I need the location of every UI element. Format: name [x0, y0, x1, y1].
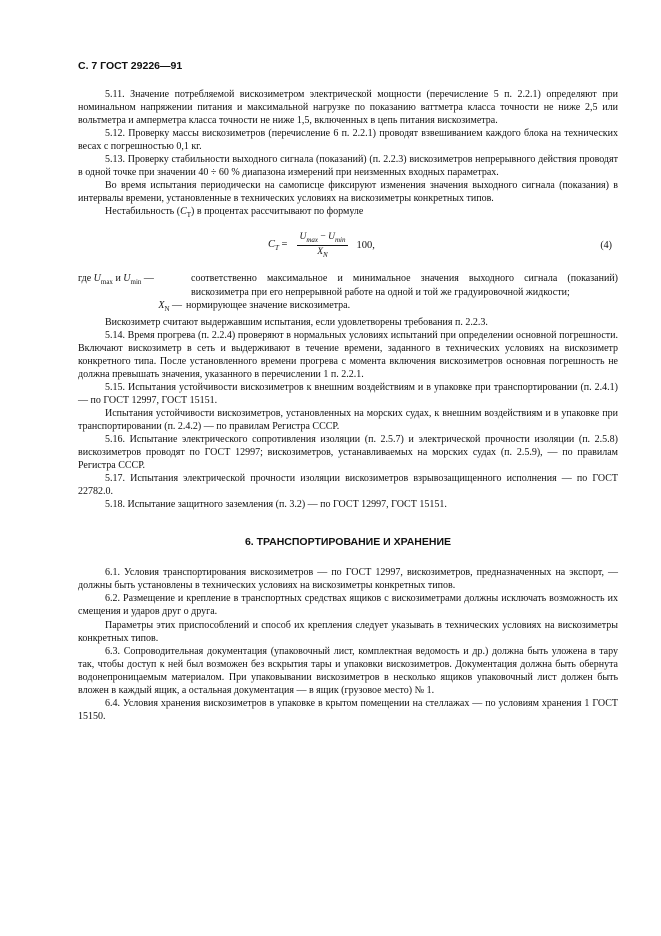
paragraph-5-14: 5.14. Время прогрева (п. 2.2.4) проверяют в нормальных условиях испытаний при определении основной погрешности. Включают вискозиметр в сеть и выдерживают в течение времени, заданного в технических условиях на вискозиметр конкретного типа. После установленного времени прогрева с момента включения вискозиметров основная погрешность не должна превышать значения, указанного в перечислении 1 п. 2.2.1.	[78, 329, 618, 380]
formula-multiplier: 100,	[356, 240, 375, 252]
formula-number: (4)	[600, 240, 612, 252]
where-clause-2	[78, 299, 618, 316]
paragraph-5-11: 5.11. Значение потребляемой вискозиметром электрической мощности (перечисление 5 п. 2.2.1) определяют при номинальном напряжении питания и максимальной нагрузке по показанию ваттметра класса точности не ниже 2,5 или вольтметра и амперметра класса точности не ниже 1,5, включенных в цепь питания вискозиметра.	[78, 89, 618, 127]
formula-fraction	[297, 232, 347, 259]
section-title: 6. ТРАНСПОРТИРОВАНИЕ И ХРАНЕНИЕ	[244, 536, 452, 549]
paragraph-6-3: 6.3. Сопроводительная документация (упаковочный лист, комплектная ведомость и др.) должна быть уложена в тару так, чтобы доступ к ней был возможен без вскрытия тары и упаковки вискозиметров. Документация должна быть обернута водонепроницаемым материалом. При упаковывании вискозиметров в несколько ящиков упаковочный лист должен быть вложен в каждый ящик, а остальная документация — в ящик (грузовое место) № 1.	[78, 645, 618, 696]
paragraph-6-4: 6.4. Условия хранения вискозиметров в упаковке в крытом помещении на стеллажах — по условиям хранения 1 ГОСТ 15150.	[78, 697, 618, 722]
where-lead-2: $X_N$ —	[158, 299, 182, 313]
paragraph-params: Параметры этих приспособлений и способ их крепления следует указывать в технических условиях на вискозиметры конкретных типов.	[78, 619, 618, 644]
paragraph-5-13: 5.13. Проверку стабильности выходного сигнала (показаний) (п. 2.2.3) вискозиметров непрерывного действия проводят в одной точке при значении 40 ÷ 60 % диапазона измерений при неизменных входных параметрах.	[78, 154, 618, 179]
where-description-1: соответственно максимальное и минимальное значения выходного сигнала (показаний) вискозиметра при его непрерывной работе на одной и той же градуировочной жидкости;	[191, 273, 618, 298]
paragraph-passed: Вискозиметр считают выдержавшим испытания, если удовлетворены требования п. 2.2.3.	[105, 316, 488, 328]
formula-lhs: $C_T$ =	[268, 239, 288, 253]
where-clause-1	[78, 272, 618, 298]
paragraph-marine: Испытания устойчивости вискозиметров, установленных на морских судах, к внешним воздействиям и в упаковке при транспортировании (п. 2.4.2) — по правилам Регистра СССР.	[78, 407, 618, 432]
paragraph-6-1: 6.1. Условия транспортирования вискозиметров — по ГОСТ 12997, вискозиметров, предназначенных на экспорт, — должны быть установлены в технических условиях на вискозиметры конкретных типов.	[78, 567, 618, 592]
paragraph-5-17: 5.17. Испытания электрической прочности изоляции вискозиметров взрывозащищенного исполнения — по ГОСТ 22782.0.	[78, 473, 618, 498]
formula-expression	[268, 232, 375, 259]
paragraph-6-2: 6.2. Размещение и крепление в транспортных средствах ящиков с вискозиметрами должны исключать возможность их смещения и ударов друг о друга.	[78, 593, 618, 618]
paragraph-5-18: 5.18. Испытание защитного заземления (п. 3.2) — по ГОСТ 12997, ГОСТ 15151.	[105, 499, 447, 511]
formula-denominator: $X_N$	[317, 247, 328, 260]
formula-intro: Нестабильность $(C_T)$ в процентах рассчитывают по формуле	[105, 206, 364, 220]
page-header: С. 7 ГОСТ 29226—91	[78, 60, 183, 72]
paragraph-5-15: 5.15. Испытания устойчивости вискозиметров к внешним воздействиям и в упаковке при транспортировании (п. 2.4.1) — по ГОСТ 12997, ГОСТ 15151.	[78, 381, 618, 406]
paragraph-recording: Во время испытания периодически на самописце фиксируют изменения значения выходного сигнала (показания) в интервалы времени, установленные в технических условиях на вискозиметры конкретных типов.	[78, 180, 618, 205]
formula-4	[78, 230, 618, 268]
where-description-2: нормирующее значение вискозиметра.	[186, 299, 351, 311]
paragraph-5-12: 5.12. Проверку массы вискозиметров (перечисление 6 п. 2.2.1) проводят взвешиванием каждого блока на технических весах с погрешностью 0,1 кг.	[78, 128, 618, 153]
paragraph-5-16: 5.16. Испытание электрического сопротивления изоляции (п. 2.5.7) и электрической прочности изоляции (п. 2.5.8) вискозиметров проводят по ГОСТ 12997; вискозиметров, устанавливаемых на морских судах (п. 2.5.9), — по правилам Регистра СССР.	[78, 434, 618, 472]
document-page	[78, 60, 618, 723]
where-lead: где $U_{max}$ и $U_{min}$ —	[78, 273, 154, 287]
formula-numerator: $U_{max} - U_{min}$	[299, 232, 346, 245]
